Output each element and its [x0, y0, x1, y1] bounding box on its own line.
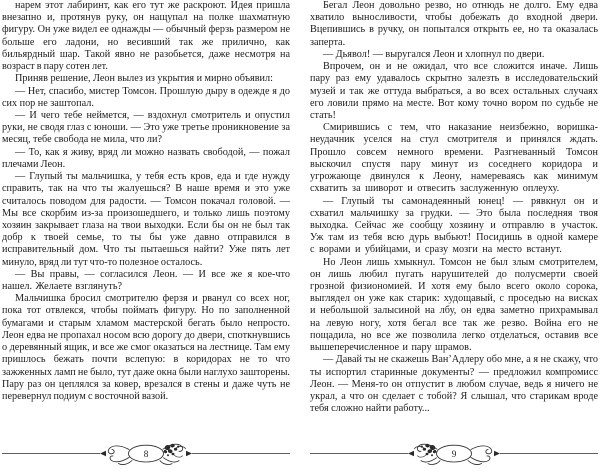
paragraph: — Давай ты не скажешь Ван’Адлеру обо мне, а я не скажу, что ты испортил старинные документы? — предложил компромисс Леон. — Меня-то он отпустит в любом случае, ведь я ничего не украл, а что он сделает с тобой? Я слышал, что старикам вроде тебя сложно найти работу... [310, 354, 598, 415]
paragraph: — Нет, спасибо, мистер Томсон. Прошлую дыру в одежде я до сих пор не заштопал. [2, 85, 290, 109]
paragraph: — То, как я живу, вряд ли можно назвать свободой, — пожал плечами Леон. [2, 146, 290, 170]
paragraph: — Глупый ты самонадеянный юнец! — рявкнул он и схватил мальчишку за грудки. — Это была последняя твоя выходка. Сейчас же сообщу хозяину и отправлю в участок. Уж там из тебя всю дурь выбьют! Посидишь в одной камере с ворами и убийцами, и сразу мозги на место встанут. [310, 195, 598, 256]
floral-flourish-ornament [310, 438, 598, 468]
paragraph: Мальчишка бросил смотрителю ферзя и рванул со всех ног, пока тот отвлекся, чтобы поймать фигуру. Но по заполненной бумагами и старым хламом мастерской бегать было непросто. Леон едва не пропахал носом всю дорогу до двери, споткнувшись о деревянный ящик, и все же смог оказаться на лестнице. Там ему пришлось бежать почти вслепую: в коридорах не то что зажженных ламп не было, тут даже окна были наглухо зашторены. Пару раз он цеплялся за ковер, врезался в стены и даже чуть не перевернул подиум с восточной вазой. [2, 293, 290, 402]
text-column-left [2, 0, 290, 436]
page-footer-ornament-left [2, 438, 290, 468]
paragraph: — И чего тебе неймется, — вздохнул смотритель и опустил руки, не сводя глаз с юноши. — Это уже третье проникновение за месяц, тебе свобода не мила, что ли? [2, 109, 290, 146]
paragraph: — Глупый ты мальчишка, у тебя есть кров, еда и где нужду справить, так на что ты жалуешься? В наше время и это уже считалось поводом для радости. — Томсон покачал головой. — Мы все скорбим из-за произошедшего, и только лишь поэтому хозяин закрывает глаза на твои выходки. Если бы он не был так добр к твоей семье, то ты бы уже давно отправился в исправительный дом. Что ты пытаешься найти? Уже пять лет минуло, вряд ли тут что-то полезное осталось. [2, 171, 290, 268]
floral-flourish-ornament [2, 438, 290, 468]
page-left [2, 0, 292, 474]
paragraph: Приняв решение, Леон вылез из укрытия и мирно объявил: [15, 73, 273, 85]
paragraph: — Вы правы, — согласился Леон. — И все же я кое-что нашел. Желаете взглянуть? [2, 268, 290, 293]
folio-number: 9 [451, 448, 457, 459]
paragraph: Смирившись с тем, что наказание неизбежно, воришка-неудачник уселся на стул смотрителя и принялся ждать. Прошло совсем немного времени. Разгневанный Томсон выскочил спустя пару минут из соседнего коридора и угрожающе двинулся к Леону, намереваясь как минимум схватить за шиворот и отвесить заслуженную оплеуху. [310, 122, 598, 195]
page-footer-ornament-right [310, 438, 598, 468]
paragraph: — Дьявол! — выругался Леон и хлопнул по двери. [323, 48, 545, 60]
paragraph: нарем этот лабиринт, как его тут же раскроют. Идея пришла внезапно и, протянув руку, он нащупал на полке шахматную фигуру. Он уже видел ее однажды — обычный ферзь размером не больше его ладони, но весивший так же прилично, как бильярдный шар. Такой явно не разобьется, даже несмотря на возраст в пару сотен лет. [2, 0, 290, 73]
paragraph: Но Леон лишь хмыкнул. Томсон не был злым смотрителем, он лишь любил пугать нарушителей до полусмерти своей грозной физиономией. И хотя ему было всего около сорока, выглядел он уже как старик: худощавый, с проседью на висках и небольшой залысиной на лбу, он едва заметно прихрамывал на левую ногу, хотя бегал все так же резво. Война его не пощадила, но все же позволила легко отделаться, оставив все вышеперечисленное и пару шрамов. [310, 256, 598, 354]
folio-number: 8 [143, 448, 149, 459]
paragraph: Бегал Леон довольно резво, но отнюдь не долго. Ему едва хватило выносливости, чтобы добежать до входной двери. Вцепившись в ручку, он попытался открыть ее, но та оказалась заперта. [310, 0, 598, 48]
paragraph: Впрочем, он и не ожидал, что все сложится иначе. Лишь пару раз ему удавалось скрытно залезть в исследовательский музей и так же оттуда выбраться, а во всех остальных случаях его ловили прямо на месте. Вот кому точно вором по судьбе не стать! [310, 61, 598, 121]
text-column-right [310, 0, 598, 436]
page-right [310, 0, 600, 474]
